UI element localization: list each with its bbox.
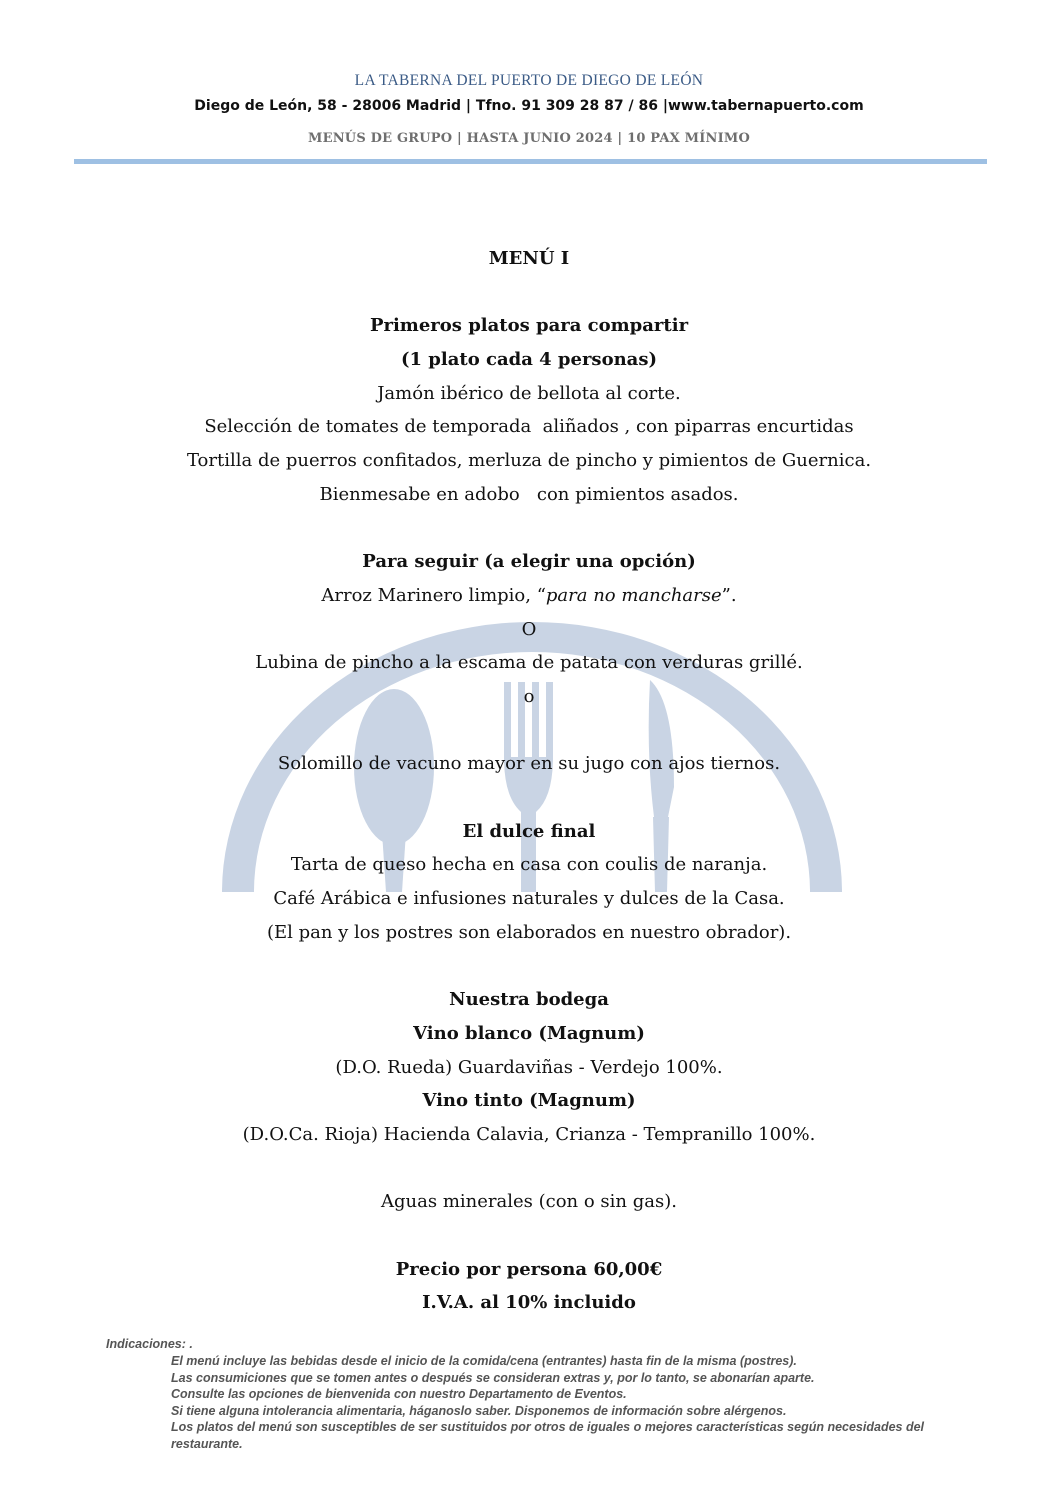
starter-item: Bienmesabe en adobo con pimientos asados. bbox=[319, 483, 739, 505]
starter-item: Selección de tomates de temporada aliñados , con piparras encurtidas bbox=[204, 416, 854, 438]
vat-included: I.V.A. al 10% incluido bbox=[422, 1292, 636, 1314]
note-item: Las consumiciones que se tomen antes o después se consideran extras y, por lo tanto, se abonarían aparte. bbox=[171, 1370, 815, 1385]
dessert-item: (El pan y los postres son elaborados en nuestro obrador). bbox=[266, 921, 792, 943]
header-divider bbox=[74, 159, 987, 164]
option-separator: o bbox=[523, 685, 535, 707]
starters-heading: Primeros platos para compartir bbox=[369, 315, 689, 337]
dessert-item: Café Arábica e infusiones naturales y dulces de la Casa. bbox=[273, 888, 785, 910]
menu-subtitle: MENÚS DE GRUPO | HASTA JUNIO 2024 | 10 PAX MÍNIMO bbox=[308, 131, 750, 146]
option-separator: O bbox=[521, 618, 537, 640]
main-option-2: Lubina de pincho a la escama de patata con verduras grillé. bbox=[255, 652, 803, 674]
starters-subheading: (1 plato cada 4 personas) bbox=[401, 349, 657, 371]
note-item: El menú incluye las bebidas desde el inicio de la comida/cena (entrantes) hasta fin de la misma (postres). bbox=[171, 1354, 797, 1368]
red-wine-heading: Vino tinto (Magnum) bbox=[422, 1090, 636, 1112]
main-option-1-prefix: Arroz Marinero limpio, “ bbox=[321, 584, 546, 606]
note-item: Si tiene alguna intolerancia alimentaria, háganoslo saber. Disponemos de información sobre alérgenos. bbox=[171, 1403, 787, 1418]
main-option-1-italic: para no mancharse bbox=[545, 584, 722, 606]
dessert-heading: El dulce final bbox=[462, 820, 596, 842]
restaurant-name: LA TABERNA DEL PUERTO DE DIEGO DE LEÓN bbox=[354, 72, 704, 89]
white-wine-heading: Vino blanco (Magnum) bbox=[413, 1022, 645, 1044]
wine-heading: Nuestra bodega bbox=[449, 989, 609, 1011]
main-option-1 bbox=[0, 579, 1058, 613]
water: Aguas minerales (con o sin gas). bbox=[381, 1191, 677, 1213]
note-item: Consulte las opciones de bienvenida con nuestro Departamento de Eventos. bbox=[171, 1387, 627, 1402]
starter-item: Tortilla de puerros confitados, merluza de pincho y pimientos de Guernica. bbox=[186, 450, 872, 472]
dessert-item: Tarta de queso hecha en casa con coulis de naranja. bbox=[290, 854, 768, 876]
main-option-3: Solomillo de vacuno mayor en su jugo con ajos tiernos. bbox=[277, 753, 781, 775]
red-wine: (D.O.Ca. Rioja) Hacienda Calavia, Crianza - Tempranillo 100%. bbox=[242, 1123, 816, 1145]
menu-title: MENÚ I bbox=[488, 248, 570, 269]
price-per-person: Precio por persona 60,00€ bbox=[395, 1258, 663, 1280]
restaurant-address: Diego de León, 58 - 28006 Madrid | Tfno. 91 309 28 87 / 86 |www.tabernapuerto.com bbox=[194, 98, 864, 114]
menu-content bbox=[0, 242, 1058, 1320]
main-option-1-suffix: ”. bbox=[721, 584, 737, 606]
white-wine: (D.O. Rueda) Guardaviñas - Verdejo 100%. bbox=[335, 1056, 723, 1078]
notes-section bbox=[106, 1336, 966, 1453]
note-item: Los platos del menú son susceptibles de ser sustituidos por otros de iguales o mejores características según necesidades del restaurante. bbox=[171, 1420, 925, 1451]
starter-item: Jamón ibérico de bellota al corte. bbox=[377, 382, 681, 404]
notes-label: Indicaciones: . bbox=[106, 1337, 193, 1351]
mains-heading: Para seguir (a elegir una opción) bbox=[362, 551, 696, 573]
